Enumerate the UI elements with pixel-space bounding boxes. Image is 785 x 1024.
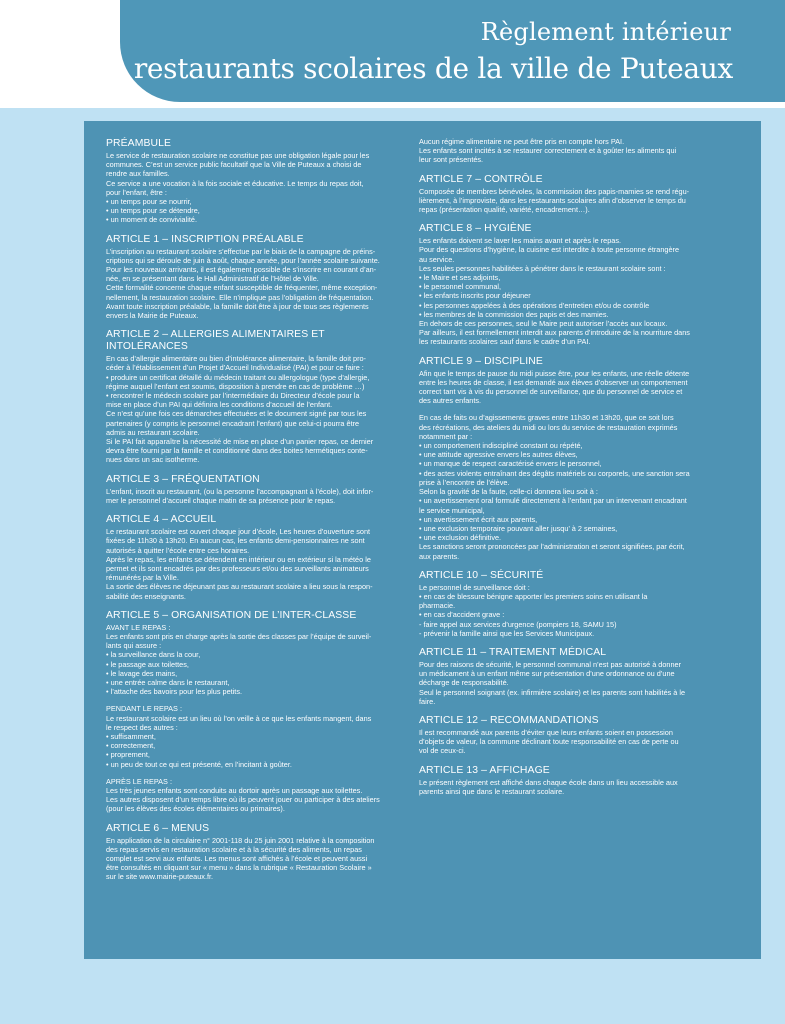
text-line: communes. C’est un service public facultatif que la Ville de Puteaux a choisi de [106,160,362,170]
article-heading: ARTICLE 11 – TRAITEMENT MÉDICAL [419,646,607,658]
text-line: En cas de faits ou d’agissements graves entre 11h30 et 13h20, que ce soit lors [419,413,674,423]
text-line: envers la Mairie de Puteaux. [106,311,199,321]
text-line: APRÈS LE REPAS : [106,776,172,786]
text-line: • un temps pour se détendre, [106,206,200,216]
text-line: L’inscription au restaurant scolaire s’effectue par le biais de la campagne de préins- [106,246,376,256]
text-line: • un manque de respect caractérisé envers le personnel, [419,459,602,469]
text-line: • une exclusion définitive. [419,533,502,543]
text-line: - prévenir la famille ainsi que les Services Municipaux. [419,628,595,638]
text-line: le respect des autres : [106,722,178,732]
text-line: • un avertissement oral formulé directement à l’enfant par un intervenant encadrant [419,496,687,506]
text-line: Le personnel de surveillance doit : [419,582,530,592]
article-heading: ARTICLE 7 – CONTRÔLE [419,173,543,185]
text-line: Ce n’est qu’une fois ces démarches effectuées et le document signé par tous les [106,409,367,419]
text-line: Les sanctions seront prononcées par l’administration et seront signifiées, par écrit, [419,542,685,552]
text-line: le service municipal, [419,505,485,515]
article-heading: ARTICLE 1 – INSCRIPTION PRÉALABLE [106,233,304,245]
text-line: • une exclusion temporaire pouvant aller jusqu’ à 2 semaines, [419,523,618,533]
text-line: leur sont présentés. [419,155,484,165]
text-line: Selon la gravité de la faute, celle-ci donnera lieu soit à : [419,487,598,497]
text-line: • un temps pour se nourrir, [106,197,192,207]
article-section [419,715,716,756]
page-title-line2: des restaurants scolaires de la ville de Puteaux [77,52,733,85]
left-column [106,138,403,891]
text-line: • un moment de convivialité. [106,215,197,225]
text-line: Les seules personnes habilitées à pénétrer dans le restaurant scolaire sont : [419,263,666,273]
text-line: sur le site www.mairie-puteaux.fr. [106,872,214,882]
article-heading: ARTICLE 10 – SÉCURITÉ [419,569,544,581]
text-line: Si le PAI fait apparaître la nécessité de mise en place d’un panier repas, ce dernier [106,437,374,447]
text-line: • les enfants inscrits pour déjeuner [419,291,531,301]
text-line: des repas servis en restauration scolaire et à la sécurité des aliments, un repas [106,844,362,854]
text-line: PENDANT LE REPAS : [106,704,182,714]
text-line: Il est recommandé aux parents d’éviter que leurs enfants soient en possession [419,727,673,737]
text-line: régime auquel l’enfant est soumis, disposition à prendre en cas de problème …) [106,381,365,391]
text-line: pour l’enfant, être : [106,187,167,197]
text-line: Cette formalité concerne chaque enfant susceptible de fréquenter, même exception- [106,283,378,293]
text-line: nellement, la restauration scolaire. Elle n’implique pas l’obligation de fréquentation. [106,292,374,302]
article-section [419,223,716,346]
paragraph-gap [419,405,716,413]
text-line: Le restaurant scolaire est un lieu où l’on veille à ce que les enfants mangent, dans [106,713,372,723]
text-line: devra être fourni par la famille et conditionné dans des boites hermétiques conte- [106,446,368,456]
article-heading: ARTICLE 3 – FRÉQUENTATION [106,473,260,485]
article-heading: ARTICLE 2 – ALLERGIES ALIMENTAIRES ET INTOLÉRANCES [106,329,325,353]
article-heading: ARTICLE 4 – ACCUEIL [106,514,217,526]
paragraph-gap [106,769,403,777]
text-line: - faire appel aux services d’urgence (pompiers 18, SAMU 15) [419,619,617,629]
text-line: • correctement, [106,741,156,751]
text-line: les restaurants scolaires sauf dans le cadre d’un PAI. [419,337,591,347]
article-section [106,474,403,505]
article-heading: ARTICLE 5 – ORGANISATION DE L’INTER-CLASSE [106,609,357,621]
article-heading: ARTICLE 12 – RECOMMANDATIONS [419,714,599,726]
text-line: complet est servi aux enfants. Les menus sont affichés à l’école et peuvent aussi [106,853,368,863]
text-line: Ce service a une vocation à la fois sociale et éducative. Le temps du repas doit, [106,178,364,188]
text-line: L’enfant, inscrit au restaurant, (ou la personne l’accompagnant à l’école), doit infor- [106,486,374,496]
text-line: lants qui assure : [106,641,162,651]
text-line: des récréations, des ateliers du midi ou lors du service de restauration exprimés [419,422,678,432]
header-banner [120,0,785,102]
text-line: • les membres de la commission des papis et des mamies. [419,309,609,319]
text-line: • en cas d’accident grave : [419,610,505,620]
text-line: rendre aux familles. [106,169,170,179]
text-line: rémunérés par la Ville. [106,573,179,583]
text-line: • la surveillance dans la cour, [106,650,201,660]
text-line: • un peu de tout ce qui est présenté, en l’incitant à goûter. [106,759,292,769]
text-line: • l’attache des bavoirs pour les plus petits. [106,687,242,697]
text-line: d’objets de valeur, la commune déclinant toute responsabilité en cas de perte ou [419,737,679,747]
text-line: • un avertissement écrit aux parents, [419,514,538,524]
text-line: aux parents. [419,551,460,561]
article-heading: ARTICLE 8 – HYGIÈNE [419,223,532,235]
article-section [106,138,403,225]
article-heading: PRÉAMBULE [106,138,171,149]
text-line: vol de ceux-ci. [419,746,466,756]
article-heading: ARTICLE 6 – MENUS [106,822,210,834]
text-line: fixées de 11h30 à 13h20. En aucun cas, les enfants demi-pensionnaires ne sont [106,536,365,546]
text-line: parents ainsi que dans le restaurant scolaire. [419,786,565,796]
text-line: • le passage aux toilettes, [106,659,189,669]
text-line: • suffisamment, [106,731,156,741]
text-line: Le restaurant scolaire est ouvert chaque jour d’école, Les heures d’ouverture sont [106,527,371,537]
text-line: admis au restaurant scolaire. [106,427,200,437]
text-line: Les autres disposent d’un temps libre où ils peuvent jouer ou participer à des ateliers [106,795,380,805]
text-line: (pour les élèves des écoles élémentaires ou primaires). [106,804,285,814]
article-section [419,174,716,215]
text-line: Les enfants sont incités à se restaurer correctement et à goûter les aliments qui [419,146,677,156]
text-line: • le lavage des mains, [106,668,178,678]
text-line: pharmacie. [419,601,456,611]
article-section [106,514,403,601]
right-column [419,137,716,805]
text-line: Les très jeunes enfants sont conduits au dortoir après un passage aux toilettes. [106,785,363,795]
text-line: née, en se présentant dans le Hall Administratif de l’Hôtel de Ville. [106,274,319,284]
text-line: un médicament à un enfant même sur présentation d’une ordonnance ou d’une [419,669,675,679]
text-line: céder à l’établissement d’un Projet d’Accueil Individualisé (PAI) et pour ce faire : [106,363,364,373]
text-line: • des actes violents entraînant des dégâts matériels ou corporels, une sanction sera [419,468,690,478]
text-line: au service. [419,254,455,264]
text-line: Pour des questions d’hygiène, la cuisine est interdite à toute personne étrangère [419,245,680,255]
article-section [106,234,403,321]
text-line: nues dans un sac isotherme. [106,455,200,465]
text-line: Seul le personnel soignant (ex. infirmière scolaire) et les parents sont habilités à le [419,687,686,697]
text-line: autorisés à quitter l’école entre ces horaires. [106,545,250,555]
article-section [106,823,403,882]
text-line: • une attitude agressive envers les autres élèves, [419,450,578,460]
article-section [419,137,716,165]
text-line: lièrement, à l’improviste, dans les restaurants scolaires afin d’observer le temps du [419,195,686,205]
text-line: mise en place d’un PAI qui définira les conditions d’accueil de l’enfant. [106,400,333,410]
text-line: Avant toute inscription préalable, la famille doit être à jour de tous ses règlements [106,301,369,311]
page-title-line1: Règlement intérieur [480,18,731,46]
text-line: • en cas de blessure bénigne apporter les premiers soins en utilisant la [419,591,648,601]
content-panel [84,121,761,959]
text-line: Après le repas, les enfants se détendent en intérieur ou en extérieur si la météo le [106,554,371,564]
text-line: correct tant vis à vis du personnel de surveillance, que du personnel de service et [419,387,683,397]
article-section [106,610,403,814]
article-section [419,356,716,561]
text-line: Par ailleurs, il est formellement interdit aux parents d’introduire de la nourriture dans [419,328,690,338]
text-line: décharge de responsabilité. [419,678,509,688]
article-heading: ARTICLE 13 – AFFICHAGE [419,764,550,776]
text-line: Pour les nouveaux arrivants, il est également possible de s’inscrire en courant d’an- [106,265,377,275]
article-section [419,765,716,796]
text-line: • le personnel communal, [419,282,502,292]
article-section [419,570,716,638]
text-line: • le Maire et ses adjoints, [419,273,501,283]
text-line: • les personnes appelées à des opérations d’entretien et/ou de contrôle [419,300,650,310]
article-heading: ARTICLE 9 – DISCIPLINE [419,355,543,367]
text-line: En application de la circulaire n° 2001-118 du 25 juin 2001 relative à la composition [106,835,375,845]
text-line: criptions qui se déroule de juin à août, chaque année, pour l’année scolaire suivante. [106,255,380,265]
text-line: repas (présentation qualité, variété, encadrement…). [419,205,590,215]
text-line: • produire un certificat détaillé du médecin traitant ou allergologue (type d’allergie, [106,372,370,382]
text-line: En cas d’allergie alimentaire ou bien d’intolérance alimentaire, la famille doit pro- [106,354,366,364]
text-line: Les enfants doivent se laver les mains avant et après le repas. [419,236,621,246]
text-line: Pour des raisons de sécurité, le personnel communal n’est pas autorisé à donner [419,659,682,669]
article-section [419,647,716,706]
text-line: La sortie des élèves ne déjeunant pas au restaurant scolaire a lieu sous la respon- [106,582,373,592]
article-section [106,329,403,464]
text-line: Le présent règlement est affiché dans chaque école dans un lieu accessible aux [419,777,678,787]
text-line: En dehors de ces personnes, seul le Maire peut autoriser l’accès aux locaux. [419,319,668,329]
text-line: des autres enfants. [419,396,482,406]
text-line: Afin que le temps de pause du midi puisse être, pour les enfants, une réelle détente [419,368,690,378]
text-line: notamment par : [419,431,473,441]
text-line: • proprement, [106,750,150,760]
text-line: sabilité des enseignants. [106,591,186,601]
text-line: • une entrée calme dans le restaurant, [106,677,230,687]
text-line: faire. [419,696,436,706]
text-line: Aucun régime alimentaire ne peut être pris en compte hors PAI. [419,137,625,146]
text-line: permet et ils sont encadrés par des professeurs et/ou des surveillants animateurs [106,563,369,573]
text-line: mer le personnel d’accueil chaque matin de sa présence pour le repas. [106,495,336,505]
text-line: AVANT LE REPAS : [106,622,171,632]
text-line: entre les heures de classe, il est demandé aux élèves d’observer un comportement [419,377,688,387]
text-line: Le service de restauration scolaire ne constitue pas une obligation légale pour les [106,151,370,160]
text-line: prise à l’encontre de l’élève. [419,477,510,487]
text-line: • rencontrer le médecin scolaire par l’intermédiaire du Directeur d’école pour la [106,391,360,401]
text-line: être consultés en cliquant sur « menu » dans la rubrique « Restauration Scolaire » [106,863,372,873]
text-line: • un comportement indiscipliné constant ou répété, [419,441,583,451]
paragraph-gap [106,696,403,704]
text-line: Les enfants sont pris en charge après la sortie des classes par l’équipe de surveil- [106,631,372,641]
text-line: partenaires (y compris le personnel encadrant l’enfant) que celui-ci pourra être [106,418,360,428]
text-line: Composée de membres bénévoles, la commission des papis-mamies se rend régu- [419,186,690,196]
